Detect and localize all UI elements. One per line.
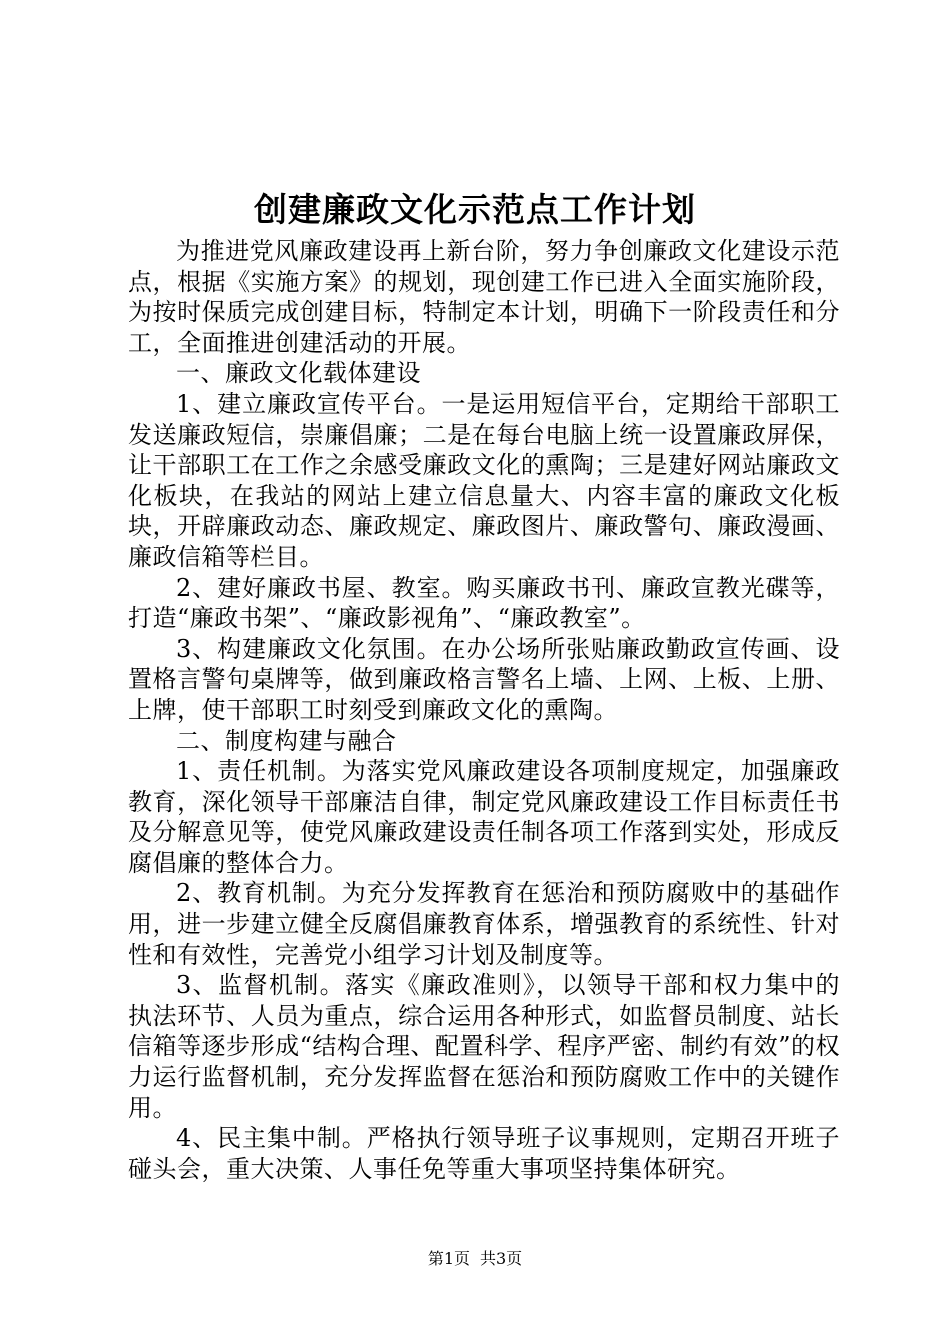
paragraph-book-room: 2、建好廉政书屋、教室。购买廉政书刊、廉政宣教光碟等，打造“廉政书架”、“廉政影视角”、“廉政教室”。	[128, 573, 840, 633]
paragraph-democratic-centralism: 4、民主集中制。严格执行领导班子议事规则，定期召开班子碰头会，重大决策、人事任免等重大事项坚持集体研究。	[128, 1124, 840, 1183]
document-body	[128, 236, 840, 1184]
paragraph-education: 2、教育机制。为充分发挥教育在惩治和预防腐败中的基础作用，进一步建立健全反腐倡廉教育体系，增强教育的系统性、针对性和有效性，完善党小组学习计划及制度等。	[128, 879, 840, 969]
section-heading-1: 一、廉政文化载体建设	[176, 359, 421, 388]
section-heading-2: 二、制度构建与融合	[176, 726, 397, 755]
page-footer	[0, 1246, 950, 1269]
paragraph-atmosphere: 3、构建廉政文化氛围。在办公场所张贴廉政勤政宣传画、设置格言警句桌牌等，做到廉政格言警名上墙、上网、上板、上册、上牌，使干部职工时刻受到廉政文化的熏陶。	[128, 634, 840, 724]
paragraph-supervision: 3、监督机制。落实《廉政准则》，以领导干部和权力集中的执法环节、人员为重点，综合运用各种形式，如监督员制度、站长信箱等逐步形成“结构合理、配置科学、程序严密、制约有效”的权力运行监督机制，充分发挥监督在惩治和预防腐败工作中的关键作用。	[128, 971, 840, 1122]
intro-paragraph: 为推进党风廉政建设再上新台阶，努力争创廉政文化建设示范点，根据《实施方案》的规划，现创建工作已进入全面实施阶段，为按时保质完成创建目标，特制定本计划，明确下一阶段责任和分工，全面推进创建活动的开展。	[128, 237, 840, 357]
paragraph-responsibility: 1、责任机制。为落实党风廉政建设各项制度规定，加强廉政教育，深化领导干部廉洁自律，制定党风廉政建设工作目标责任书及分解意见等，使党风廉政建设责任制各项工作落到实处，形成反腐倡廉的整体合力。	[128, 757, 840, 877]
document-title: 创建廉政文化示范点工作计划	[254, 190, 696, 229]
page-number: 第1页	[427, 1249, 470, 1268]
paragraph-publicity-platform: 1、建立廉政宣传平台。一是运用短信平台，定期给干部职工发送廉政短信，崇廉倡廉；二是在每台电脑上统一设置廉政屏保，让干部职工在工作之余感受廉政文化的熏陶；三是建好网站廉政文化板块，在我站的网站上建立信息量大、内容丰富的廉政文化板块，开辟廉政动态、廉政规定、廉政图片、廉政警句、廉政漫画、廉政信箱等栏目。	[128, 389, 840, 571]
page-total: 共3页	[480, 1249, 523, 1268]
